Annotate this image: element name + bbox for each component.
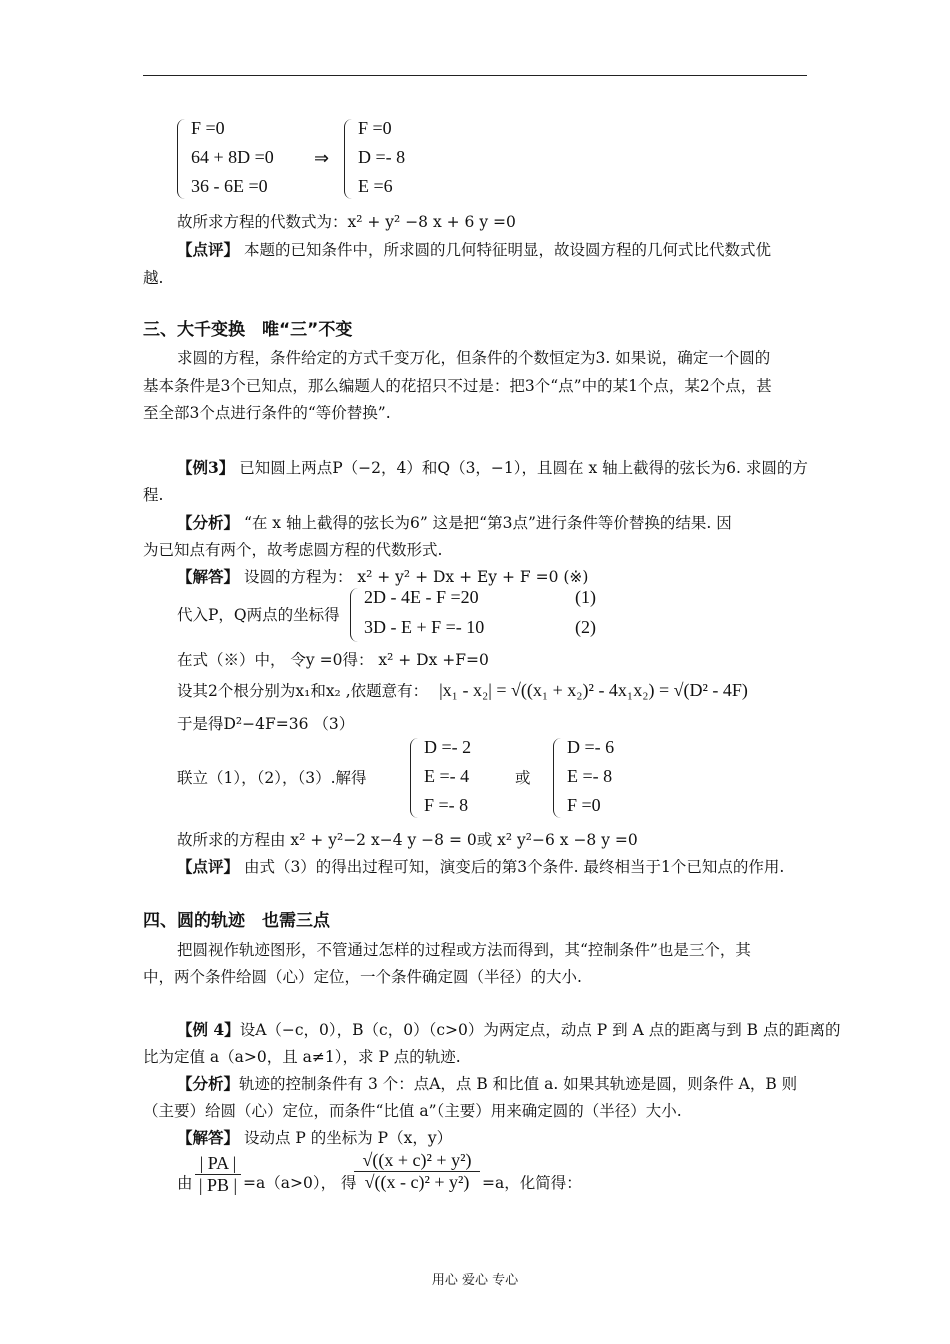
text-line: 至全部3个点进行条件的“等价替换”. bbox=[143, 404, 391, 422]
text-line: 于是得D²−4F=36 （3） bbox=[177, 715, 355, 733]
fraction-numerator: | PA | bbox=[199, 1153, 237, 1173]
section-heading: 三、大千变换 唯“三”不变 bbox=[143, 320, 353, 340]
text-line: 联立（1），（2），（3）.解得 bbox=[177, 769, 367, 787]
example-tag: 【例3】 bbox=[177, 458, 235, 477]
review-paragraph bbox=[177, 240, 771, 260]
text-span: 设其2个根分别为x₁和x₂ ,依题意有： bbox=[177, 682, 429, 700]
text-line: 基本条件是3个已知点，那么编题人的花招只不过是：把3个“点”中的某1个点，某2个点，甚 bbox=[143, 377, 772, 395]
left-brace bbox=[553, 738, 562, 818]
equation-system-2 bbox=[350, 586, 610, 644]
header-rule bbox=[143, 75, 807, 76]
equation-row: D =- 8 bbox=[358, 147, 406, 167]
example-paragraph bbox=[177, 458, 808, 478]
fraction-denominator: √((x - c)² + y²) bbox=[354, 1171, 480, 1193]
text-span: 已知圆上两点P（−2，4）和Q（3，−1），且圆在 x 轴上截得的弦长为6. 求圆的方 bbox=[234, 459, 808, 477]
text-span: 本题的已知条件中，所求圆的几何特征明显，故设圆方程的几何式比代数式优 bbox=[239, 241, 771, 259]
review-tag: 【点评】 bbox=[177, 240, 240, 259]
text-span: 由式（3）的得出过程可知，演变后的第3个条件. 最终相当于1个已知点的作用. bbox=[239, 858, 785, 876]
equation-row: 3D - E + F =- 10 bbox=[364, 617, 485, 637]
text-line: 中，两个条件给圆（心）定位，一个条件确定圆（半径）的大小. bbox=[143, 968, 582, 986]
equation-row: 2D - 4E - F =20 bbox=[364, 587, 479, 607]
math-expression: |x₁ - x₂| = √((x₁ + x₂)² - 4x₁x₂) = √(D² - 4F) bbox=[439, 680, 748, 700]
fraction-pa-pb bbox=[195, 1153, 241, 1196]
equation-row: 36 - 6E =0 bbox=[191, 176, 268, 196]
analysis-tag: 【分析】 bbox=[177, 1074, 240, 1093]
text-line: 在式（※）中， 令y =0得： x² + Dx +F=0 bbox=[177, 651, 489, 669]
text-span: 设动点 P 的坐标为 P（x，y） bbox=[239, 1129, 453, 1147]
text-line: 越. bbox=[143, 269, 164, 287]
text-span: =a，化简得： bbox=[482, 1174, 582, 1192]
equation-row: F =0 bbox=[358, 118, 392, 138]
equation-row: E =6 bbox=[358, 176, 393, 196]
equation-row: D =- 6 bbox=[567, 737, 615, 757]
equation-row: 64 + 8D =0 bbox=[191, 147, 274, 167]
left-brace bbox=[410, 738, 419, 818]
text-line bbox=[177, 680, 748, 701]
left-brace bbox=[350, 588, 359, 642]
text-line: 求圆的方程，条件给定的方式千变万化，但条件的个数恒定为3. 如果说，确定一个圆的 bbox=[177, 349, 771, 367]
equation-row: F =0 bbox=[191, 118, 225, 138]
text-span: 由 bbox=[177, 1174, 193, 1192]
fraction-denominator: | PB | bbox=[195, 1174, 241, 1196]
equation-number: (1) bbox=[575, 587, 596, 607]
equation-row: E =- 8 bbox=[567, 766, 613, 786]
solution-tag: 【解答】 bbox=[177, 1128, 240, 1147]
analysis-tag: 【分析】 bbox=[177, 513, 240, 532]
solution-paragraph bbox=[177, 567, 588, 587]
left-brace bbox=[177, 119, 186, 199]
text-line: 把圆视作轨迹图形，不管通过怎样的过程或方法而得到，其“控制条件”也是三个，其 bbox=[177, 941, 751, 959]
text-line: 故所求的方程由 x² + y²−2 x−4 y −8 = 0或 x² y²−6 x −8 y =0 bbox=[177, 831, 638, 849]
text-line: 为已知点有两个，故考虑圆方程的代数形式. bbox=[143, 541, 443, 559]
equation-row: D =- 2 bbox=[424, 737, 472, 757]
solution-tag: 【解答】 bbox=[177, 567, 240, 586]
solution-system-b bbox=[553, 736, 643, 820]
equation-row: E =- 4 bbox=[424, 766, 470, 786]
system-label: 代入P，Q两点的坐标得 bbox=[177, 606, 340, 624]
analysis-paragraph bbox=[177, 1074, 797, 1094]
text-line: 比为定值 a（a>0，且 a≠1），求 P 点的轨迹. bbox=[143, 1048, 461, 1066]
or-word: 或 bbox=[515, 769, 531, 787]
text-line: （主要）给圆（心）定位，而条件“比值 a”（主要）用来确定圆的（半径）大小. bbox=[143, 1102, 682, 1120]
example-tag: 【例 4】 bbox=[177, 1020, 240, 1039]
text-span: 设圆的方程为： x² + y² + Dx + Ey + F =0 (※) bbox=[239, 568, 589, 586]
review-paragraph bbox=[177, 857, 784, 877]
fraction-numerator: √((x + c)² + y²) bbox=[362, 1150, 472, 1170]
section-heading: 四、圆的轨迹 也需三点 bbox=[143, 911, 330, 931]
text-line: 程. bbox=[143, 486, 164, 504]
analysis-paragraph bbox=[177, 513, 732, 533]
equation-system-right bbox=[344, 117, 444, 203]
fraction-distance-ratio bbox=[354, 1150, 480, 1193]
left-brace bbox=[344, 119, 353, 199]
equation-system-left bbox=[177, 117, 337, 203]
text-span: 轨迹的控制条件有 3 个：点A，点 B 和比值 a. 如果其轨迹是圆，则条件 A，B 则 bbox=[239, 1075, 798, 1093]
text-line: 故所求方程的代数式为：x² + y² −8 x + 6 y =0 bbox=[177, 213, 516, 231]
text-span: “在 x 轴上截得的弦长为6” 这是把“第3点”进行条件等价替换的结果. 因 bbox=[239, 514, 732, 532]
page-footer: 用心 爱心 专心 bbox=[431, 1273, 519, 1288]
implies-arrow: ⇒ bbox=[314, 148, 330, 168]
example-paragraph bbox=[177, 1020, 840, 1040]
solution-system-a bbox=[410, 736, 500, 820]
text-span: 设A（−c，0），B（c，0）（c>0）为两定点，动点 P 到 A 点的距离与到 B 点的距离的 bbox=[239, 1021, 841, 1039]
equation-row: F =0 bbox=[567, 795, 601, 815]
review-tag: 【点评】 bbox=[177, 857, 240, 876]
solution-paragraph bbox=[177, 1128, 452, 1148]
equation-number: (2) bbox=[575, 617, 596, 637]
equation-row: F =- 8 bbox=[424, 795, 469, 815]
text-span: =a（a>0）， 得 bbox=[243, 1174, 357, 1192]
